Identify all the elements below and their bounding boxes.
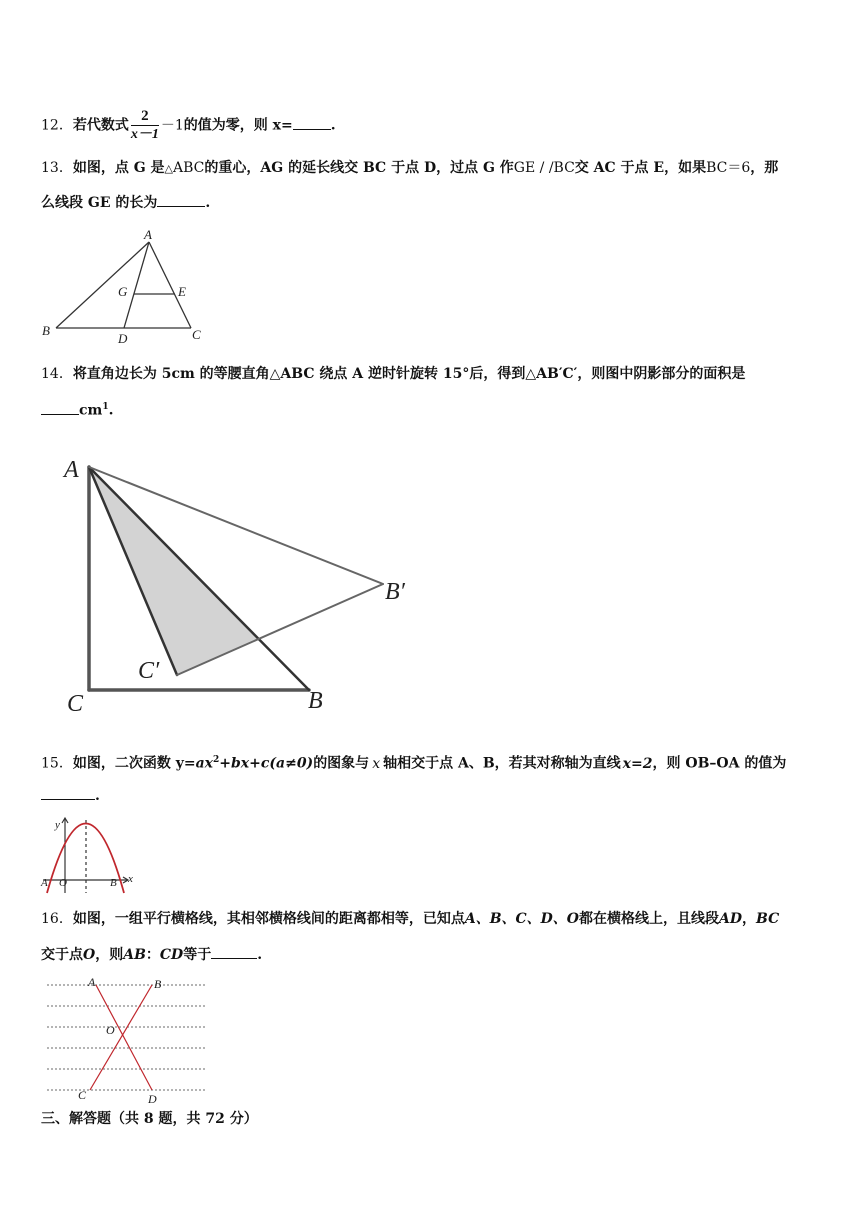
q16-text-e: 等于 [183, 947, 212, 963]
q12-text: 若代数式 [72, 117, 129, 134]
q16-label-d: D [148, 1092, 157, 1106]
q15-axis-eq: x=2 [622, 755, 653, 772]
q15-formula-b: +bx+c [219, 755, 270, 772]
q15-label-x: x [128, 873, 133, 885]
q15-label-a: A [41, 877, 48, 889]
q16-text-a: 如图，一组平行横格线，其相邻横格线间的距离都相等，已知点 [72, 911, 465, 927]
q12-text-post: 的值为零，则 x= [183, 117, 293, 134]
q13-bc-six: BC＝6 [706, 160, 751, 176]
q16-colon: ： [145, 947, 160, 963]
q15-formula-c: (a≠0) [269, 755, 314, 772]
q14-number: 14． [41, 366, 73, 382]
q14-unit: cm [79, 402, 103, 419]
q14-label-c-prime: C′ [138, 658, 160, 684]
q16-point-o: O [83, 947, 96, 963]
q16-seg-cd: CD [159, 947, 184, 963]
triangle-symbol: △ [164, 162, 174, 175]
q14-text: 将直角边长为 5cm 的等腰直角△ABC 绕点 A 逆时针旋转 15°后，得到△AB′C′，则图中阴影部分的面积是 [72, 366, 746, 382]
q12-frac-den: x－1 [130, 127, 159, 142]
q15-number: 15． [41, 755, 73, 772]
q16-segment-ad [96, 985, 152, 1090]
q12-number: 12． [41, 117, 73, 134]
q14-label-b: B [308, 688, 323, 714]
q16-label-a: A [88, 975, 96, 989]
q15-label-y: y [55, 819, 60, 831]
q13-label-e: E [178, 284, 186, 299]
q16-end: . [257, 947, 263, 963]
q15-text-pre: 如图，二次函数 y= [72, 755, 196, 772]
q13-abc: ABC [173, 160, 205, 176]
q13-label-g: G [118, 284, 128, 299]
q13-end: . [205, 195, 211, 211]
q14-unit-sup: 1 [102, 402, 109, 412]
q14-label-c: C [67, 691, 84, 717]
q14-label-a: A [64, 457, 79, 483]
q15-formula-sup: 2 [213, 755, 220, 765]
q13-text-d: ，那 [750, 160, 779, 176]
q12-minus-one: －1 [160, 117, 184, 134]
q16-points: A、B、C、D、O [464, 911, 580, 927]
q15-text-tail: ，则 OB–OA 的值为 [652, 755, 787, 772]
q15-text-mid: 的图象与 [313, 755, 370, 772]
q16-seg-ad: AD [719, 911, 743, 927]
q16-comma: ， [742, 911, 757, 927]
q13-text-a: 如图，点 G 是 [72, 160, 165, 176]
q16-text-c: 交于点 [41, 947, 83, 963]
q13-label-b: B [42, 323, 50, 338]
section-3-title: 三、解答题（共 8 题，共 72 分） [41, 1111, 258, 1127]
q12-end: . [330, 117, 336, 134]
q13-number: 13． [41, 160, 73, 176]
q16-text-d: ，则 [95, 947, 124, 963]
q16-seg-ab: AB [123, 947, 146, 963]
q13-text-line2: 么线段 GE 的长为 [41, 195, 158, 211]
q15-x-var: x [372, 755, 381, 772]
q16-seg-bc: BC [756, 911, 780, 927]
q13-label-a: A [144, 227, 152, 242]
q16-text-b: 都在横格线上，且线段 [579, 911, 720, 927]
q15-formula-a: ax [195, 755, 213, 772]
q14-label-b-prime: B′ [385, 579, 405, 605]
q15-end: . [95, 788, 100, 804]
q16-label-c: C [78, 1088, 87, 1102]
q16-segment-bc [90, 985, 152, 1090]
q13-text-b: 的重心，AG 的延长线交 BC 于点 D，过点 G 作 [204, 160, 514, 176]
q14-end: . [108, 402, 114, 419]
q13-ge-bc: GE / /BC [513, 160, 575, 176]
q16-label-o: O [106, 1023, 115, 1037]
q13-text-c: 交 AC 于点 E，如果 [574, 160, 707, 176]
q15-text-post: 轴相交于点 A、B，若其对称轴为直线 [383, 755, 621, 772]
q16-label-b: B [154, 977, 162, 991]
q12-frac-num: 2 [131, 107, 159, 126]
q16-number: 16． [41, 911, 73, 927]
q13-label-d: D [118, 331, 128, 346]
q15-label-b: B [110, 877, 117, 889]
q13-label-c: C [192, 327, 201, 342]
q15-label-o: O [59, 877, 67, 889]
